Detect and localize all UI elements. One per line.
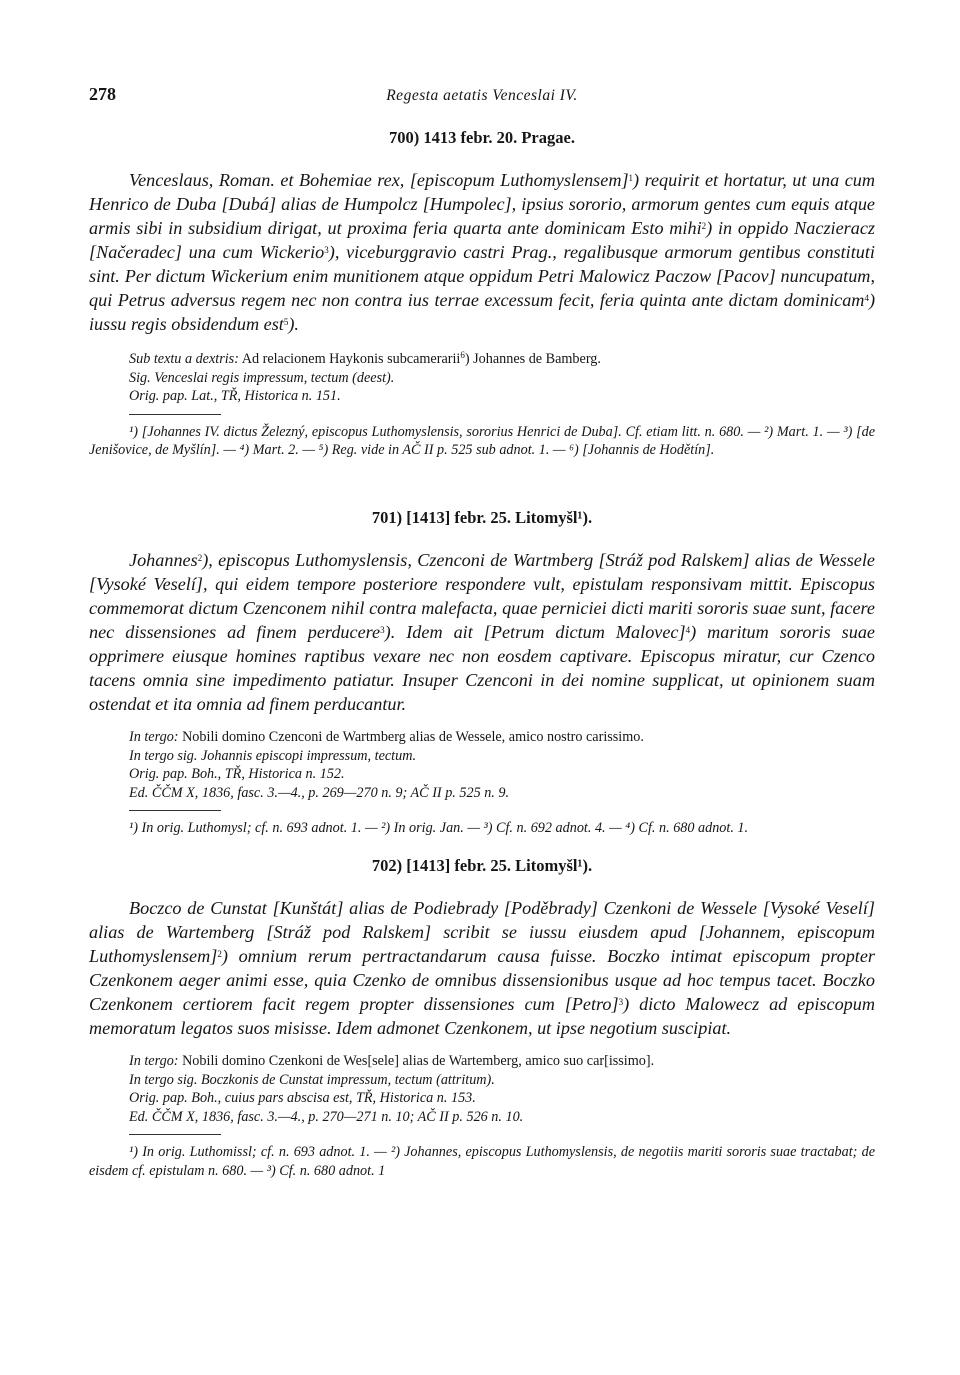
footnote-ref[interactable]: 2 (701, 221, 707, 231)
note-sigillum: In tergo sig. Boczkonis de Cunstat impressum, tectum (attritum). (129, 1071, 495, 1088)
record-regest: Boczco de Cunstat [Kunštát] alias de Podiebrady [Poděbrady] Czenkoni de Wessele [Vysoké Veselí] alias de Wartemberg [Stráž pod Ralskem] scribit se iussu eiusdem apud [Johannem, episcopum Luthomyslensem]$^2$) omnium rerum pertractandarum causa fuisse. Boczko intimat episcopum propter Czenkonem aeger animi esse, quia Czenko de omnibus dissensionibus usque ad hoc tempus tacet. Boczko Czenkonem certiorem facit regem propter dissensiones cum [Petro]$^3$) dicto Malowecz ad episcopum memoratum legatos suos misisse. Idem admonet Czenkonem, ut ipse negotium suscipiat. (89, 897, 876, 1038)
record-700 (89, 128, 875, 460)
record-702 (89, 856, 875, 1181)
note-in-tergo: In tergo: Nobili domino Czenkoni de Wes[sele] alias de Wartemberg, amico suo car[issimo]. (129, 1052, 655, 1069)
note-in-tergo: In tergo: Nobili domino Czenconi de Wartmberg alias de Wessele, amico nostro carissimo. (129, 728, 644, 745)
footnote-rule (129, 810, 221, 811)
document-page (89, 84, 875, 1181)
footnotes: ¹) [Johannes IV. dictus Železný, episcopus Luthomyslensis, sororius Henrici de Duba]. Cf. etiam litt. n. 680. — ²) Mart. 1. — ³) [de Jenišovice, de Myšlín]. — ⁴) Mart. 2. — ⁵) Reg. vide in AČ II p. 525 sub adnot. 1. — ⁶) [Johannis de Hodětín]. (89, 423, 875, 459)
footnote-ref[interactable]: 2 (217, 948, 222, 959)
running-title: Regesta aetatis Venceslai IV. (386, 87, 578, 104)
footnote-ref[interactable]: 3 (324, 245, 329, 255)
record-notes (89, 728, 875, 802)
record-notes (89, 350, 875, 406)
note-sigillum: Sig. Venceslai regis impressum, tectum (deest). (129, 369, 395, 386)
note-original: Orig. pap. Boh., cuius pars abscisa est, TŘ, Historica n. 153. (129, 1090, 476, 1107)
record-regest: Johannes$^2$), episcopus Luthomyslensis, Czenconi de Wartmberg [Stráž pod Ralskem] alias de Wessele [Vysoké Veselí], qui eidem tempore posteriore respondere vult, epistulam responsivam mittit. Episcopus commemorat dictum Czenconem nihil contra malefacta, quae perniciei dicti mariti sororis suae sunt, facere nec dissensiones ad finem perducere$^3$). Idem ait [Petrum dictum Malovec]$^4$) maritum sororis suae opprimere eiusque homines raptibus vexare nec non eosdem captivare. Episcopus miratur, cur Czenco tacens omnia sine impedimento patiatur. Insuper Czenconi in dei nomine supplicat, ut opinionem suam ostendat et ita omnia ad finem perducantur. (89, 549, 875, 714)
page-number: 278 (89, 84, 116, 104)
footnote-ref[interactable]: 3 (380, 624, 385, 635)
record-notes (89, 1052, 875, 1126)
record-701 (89, 508, 875, 838)
footnote-ref[interactable]: 2 (197, 552, 203, 563)
footnote-rule (129, 414, 221, 415)
footnote-ref[interactable]: 4 (685, 624, 691, 635)
footnote-ref[interactable]: 4 (864, 293, 869, 303)
record-regest: Venceslaus, Roman. et Bohemiae rex, [episcopum Luthomyslensem]$^1$) requirit et hortatur, ut una cum Henrico de Duba [Dubá] alias de Humpolcz [Humpolec], ipsius sororio, armorum gentes cum equis atque armis sibi in subsidium dirigat, ut proxima feria quarta ante dominicam Esto mihi$^2$) in oppido Naczieracz [Načeradec] una cum Wickerio$^3$), viceburggravio castri Prag., regalibusque armorum gentibus constituti sint. Per dictum Wickerium enim munitionem atque oppidum Petri Malowicz Paczow [Pacov] nuncupatum, qui Petrus adversus regem nec non contra ius terrae excessum fecit, feria quinta ante dictam dominicam$^4$) iussu regis obsidendum est$^5$). (89, 170, 875, 334)
footnote-ref[interactable]: 5 (283, 317, 289, 327)
record-heading: 700) 1413 febr. 20. Pragae. (389, 128, 575, 147)
record-heading: 701) [1413] febr. 25. Litomyšl¹). (371, 507, 593, 527)
footnote-rule (129, 1134, 221, 1135)
note-original: Orig. pap. Lat., TŘ, Historica n. 151. (129, 388, 341, 405)
note-original: Orig. pap. Boh., TŘ, Historica n. 152. (129, 766, 345, 783)
record-heading: 702) [1413] febr. 25. Litomyšl¹). (371, 855, 593, 875)
footnote-ref[interactable]: 6 (460, 350, 465, 360)
note-edition: Ed. ČČM X, 1836, fasc. 3.—4., p. 269—270 n. 9; AČ II p. 525 n. 9. (129, 784, 510, 801)
footnotes: ¹) In orig. Luthomissl; cf. n. 693 adnot. 1. — ²) Johannes, episcopus Luthomyslensis, de negotiis mariti sororis suae tractabat; de eisdem cf. epistulam n. 680. — ³) Cf. n. 680 adnot. 1 (89, 1144, 875, 1179)
note-sub-textu: Sub textu a dextris: Ad relacionem Haykonis subcamerarii$^6$) Johannes de Bamberg. (129, 350, 601, 367)
note-sigillum: In tergo sig. Johannis episcopi impressum, tectum. (129, 747, 416, 764)
note-edition: Ed. ČČM X, 1836, fasc. 3.—4., p. 270—271 n. 10; AČ II p. 526 n. 10. (129, 1108, 524, 1125)
footnote-ref[interactable]: 3 (618, 996, 624, 1007)
running-header (89, 84, 875, 114)
footnotes: ¹) In orig. Luthomysl; cf. n. 693 adnot. 1. — ²) In orig. Jan. — ³) Cf. n. 692 adnot. 4. — ⁴) Cf. n. 680 adnot. 1. (129, 820, 749, 837)
footnote-ref[interactable]: 1 (628, 173, 634, 183)
